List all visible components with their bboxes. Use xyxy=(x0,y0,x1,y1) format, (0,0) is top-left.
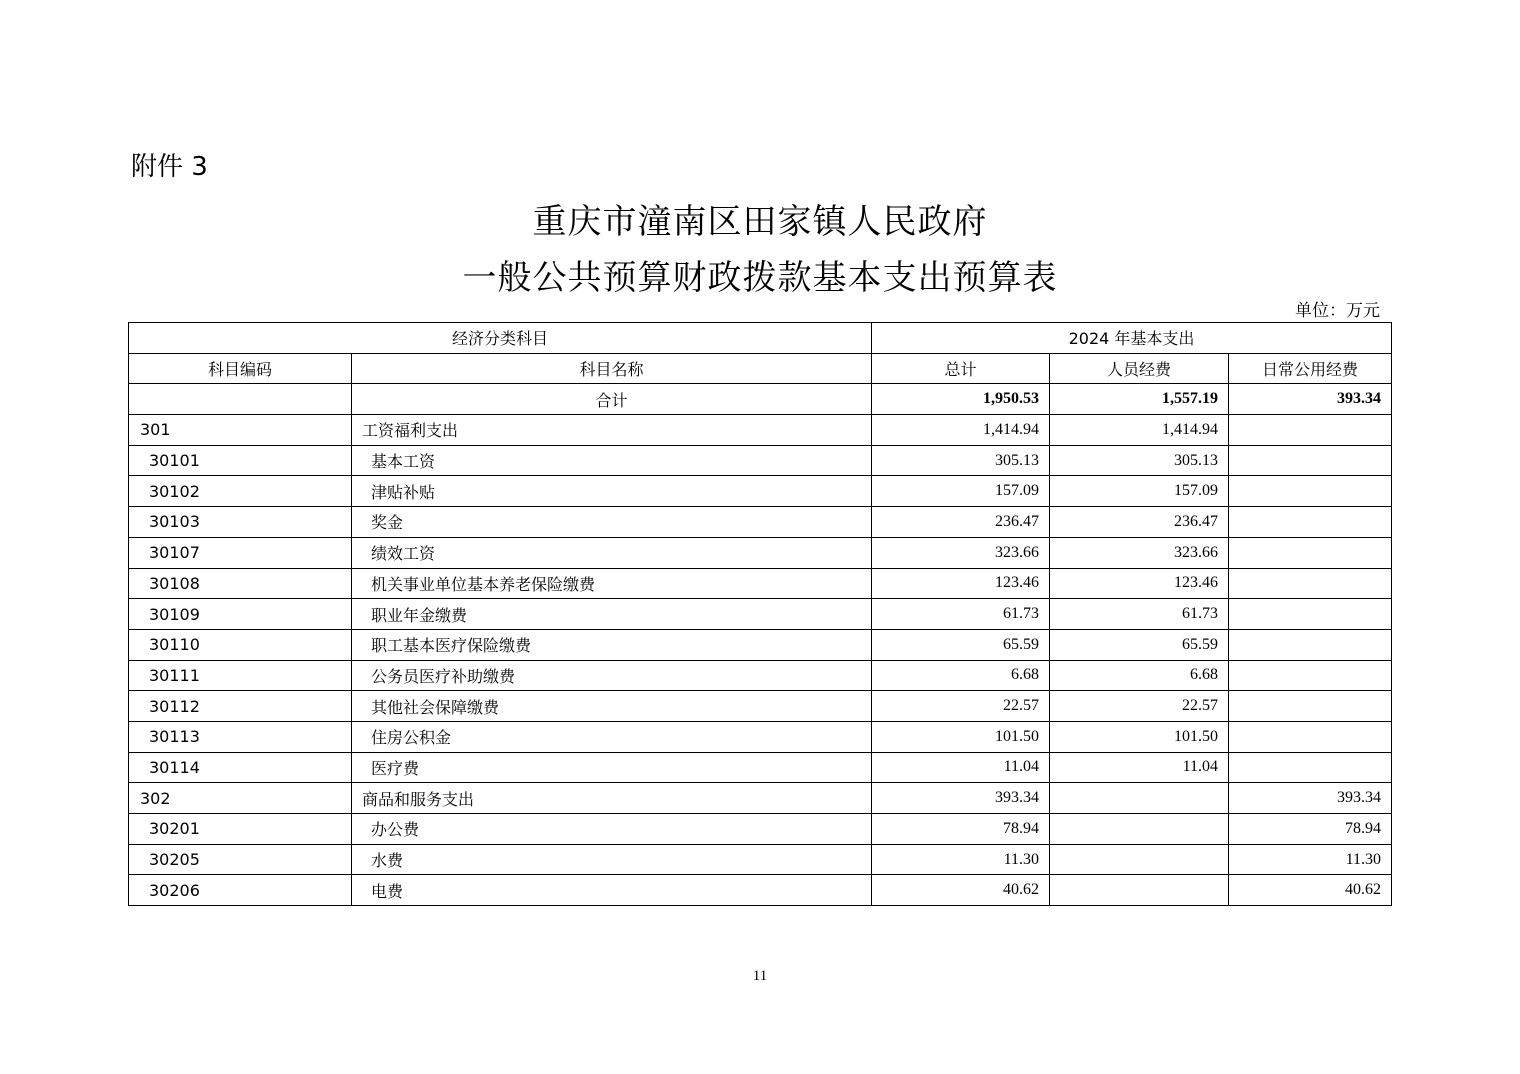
header-group-row xyxy=(129,323,1392,354)
row-code: 302 xyxy=(129,783,352,814)
row-name: 公务员医疗补助缴费 xyxy=(352,660,872,691)
summary-public: 393.34 xyxy=(1229,384,1392,415)
row-code: 301 xyxy=(129,415,352,446)
row-code: 30111 xyxy=(129,660,352,691)
page-number: 11 xyxy=(752,968,768,984)
table-row xyxy=(129,752,1392,783)
table-row xyxy=(129,844,1392,875)
row-personnel: 6.68 xyxy=(1050,660,1229,691)
row-name: 水费 xyxy=(352,844,872,875)
row-public xyxy=(1229,660,1392,691)
budget-table xyxy=(128,322,1392,906)
row-total: 157.09 xyxy=(872,476,1050,507)
row-public: 11.30 xyxy=(1229,844,1392,875)
row-public xyxy=(1229,568,1392,599)
unit-label: 单位：万元 xyxy=(1295,301,1380,321)
row-public: 393.34 xyxy=(1229,783,1392,814)
row-personnel xyxy=(1050,844,1229,875)
row-code: 30205 xyxy=(129,844,352,875)
row-name: 绩效工资 xyxy=(352,537,872,568)
header-total: 总计 xyxy=(872,353,1050,384)
row-name: 商品和服务支出 xyxy=(352,783,872,814)
row-personnel xyxy=(1050,875,1229,906)
row-personnel: 101.50 xyxy=(1050,721,1229,752)
row-total: 11.30 xyxy=(872,844,1050,875)
row-public xyxy=(1229,476,1392,507)
row-total: 6.68 xyxy=(872,660,1050,691)
row-personnel: 323.66 xyxy=(1050,537,1229,568)
document-title-line1: 重庆市潼南区田家镇人民政府 xyxy=(532,202,988,242)
row-personnel: 305.13 xyxy=(1050,445,1229,476)
table-row xyxy=(129,599,1392,630)
header-public: 日常公用经费 xyxy=(1229,353,1392,384)
row-total: 123.46 xyxy=(872,568,1050,599)
row-code: 30114 xyxy=(129,752,352,783)
header-name: 科目名称 xyxy=(352,353,872,384)
row-personnel: 11.04 xyxy=(1050,752,1229,783)
row-total: 393.34 xyxy=(872,783,1050,814)
summary-personnel: 1,557.19 xyxy=(1050,384,1229,415)
row-code: 30112 xyxy=(129,691,352,722)
row-public xyxy=(1229,629,1392,660)
row-total: 323.66 xyxy=(872,537,1050,568)
row-public: 78.94 xyxy=(1229,814,1392,845)
row-name: 职工基本医疗保险缴费 xyxy=(352,629,872,660)
table-row xyxy=(129,476,1392,507)
row-personnel: 61.73 xyxy=(1050,599,1229,630)
row-name: 基本工资 xyxy=(352,445,872,476)
table-row xyxy=(129,629,1392,660)
row-total: 236.47 xyxy=(872,507,1050,538)
row-total: 11.04 xyxy=(872,752,1050,783)
table-row xyxy=(129,721,1392,752)
row-total: 78.94 xyxy=(872,814,1050,845)
table-row xyxy=(129,568,1392,599)
row-public xyxy=(1229,752,1392,783)
row-name: 住房公积金 xyxy=(352,721,872,752)
summary-code-cell xyxy=(129,384,352,415)
document-title-line2: 一般公共预算财政拨款基本支出预算表 xyxy=(462,258,1058,298)
row-personnel: 236.47 xyxy=(1050,507,1229,538)
row-name: 工资福利支出 xyxy=(352,415,872,446)
table-row xyxy=(129,691,1392,722)
row-name: 津贴补贴 xyxy=(352,476,872,507)
row-code: 30108 xyxy=(129,568,352,599)
row-personnel: 157.09 xyxy=(1050,476,1229,507)
row-public xyxy=(1229,415,1392,446)
summary-label: 合计 xyxy=(352,384,872,415)
table-row xyxy=(129,875,1392,906)
row-code: 30113 xyxy=(129,721,352,752)
row-total: 305.13 xyxy=(872,445,1050,476)
row-public: 40.62 xyxy=(1229,875,1392,906)
row-code: 30103 xyxy=(129,507,352,538)
row-code: 30107 xyxy=(129,537,352,568)
row-total: 61.73 xyxy=(872,599,1050,630)
row-code: 30102 xyxy=(129,476,352,507)
header-column-row xyxy=(129,353,1392,384)
row-total: 101.50 xyxy=(872,721,1050,752)
row-personnel: 123.46 xyxy=(1050,568,1229,599)
table-row xyxy=(129,537,1392,568)
attachment-label: 附件 3 xyxy=(131,152,208,182)
row-public xyxy=(1229,721,1392,752)
row-name: 职业年金缴费 xyxy=(352,599,872,630)
row-name: 奖金 xyxy=(352,507,872,538)
row-public xyxy=(1229,507,1392,538)
row-name: 其他社会保障缴费 xyxy=(352,691,872,722)
row-total: 40.62 xyxy=(872,875,1050,906)
row-personnel: 22.57 xyxy=(1050,691,1229,722)
summary-row xyxy=(129,384,1392,415)
header-basic-expenditure: 2024 年基本支出 xyxy=(872,323,1392,354)
table-row xyxy=(129,783,1392,814)
row-name: 电费 xyxy=(352,875,872,906)
row-code: 30206 xyxy=(129,875,352,906)
table-row xyxy=(129,660,1392,691)
row-code: 30101 xyxy=(129,445,352,476)
header-personnel: 人员经费 xyxy=(1050,353,1229,384)
row-code: 30109 xyxy=(129,599,352,630)
row-public xyxy=(1229,537,1392,568)
row-personnel xyxy=(1050,783,1229,814)
row-total: 1,414.94 xyxy=(872,415,1050,446)
header-code: 科目编码 xyxy=(129,353,352,384)
table-row xyxy=(129,415,1392,446)
row-public xyxy=(1229,691,1392,722)
row-public xyxy=(1229,445,1392,476)
row-personnel xyxy=(1050,814,1229,845)
row-total: 65.59 xyxy=(872,629,1050,660)
header-economic-category: 经济分类科目 xyxy=(129,323,872,354)
row-code: 30201 xyxy=(129,814,352,845)
table-row xyxy=(129,445,1392,476)
row-name: 医疗费 xyxy=(352,752,872,783)
table-row xyxy=(129,814,1392,845)
row-code: 30110 xyxy=(129,629,352,660)
row-personnel: 1,414.94 xyxy=(1050,415,1229,446)
table-row xyxy=(129,507,1392,538)
row-total: 22.57 xyxy=(872,691,1050,722)
row-name: 办公费 xyxy=(352,814,872,845)
row-public xyxy=(1229,599,1392,630)
row-personnel: 65.59 xyxy=(1050,629,1229,660)
summary-total: 1,950.53 xyxy=(872,384,1050,415)
row-name: 机关事业单位基本养老保险缴费 xyxy=(352,568,872,599)
